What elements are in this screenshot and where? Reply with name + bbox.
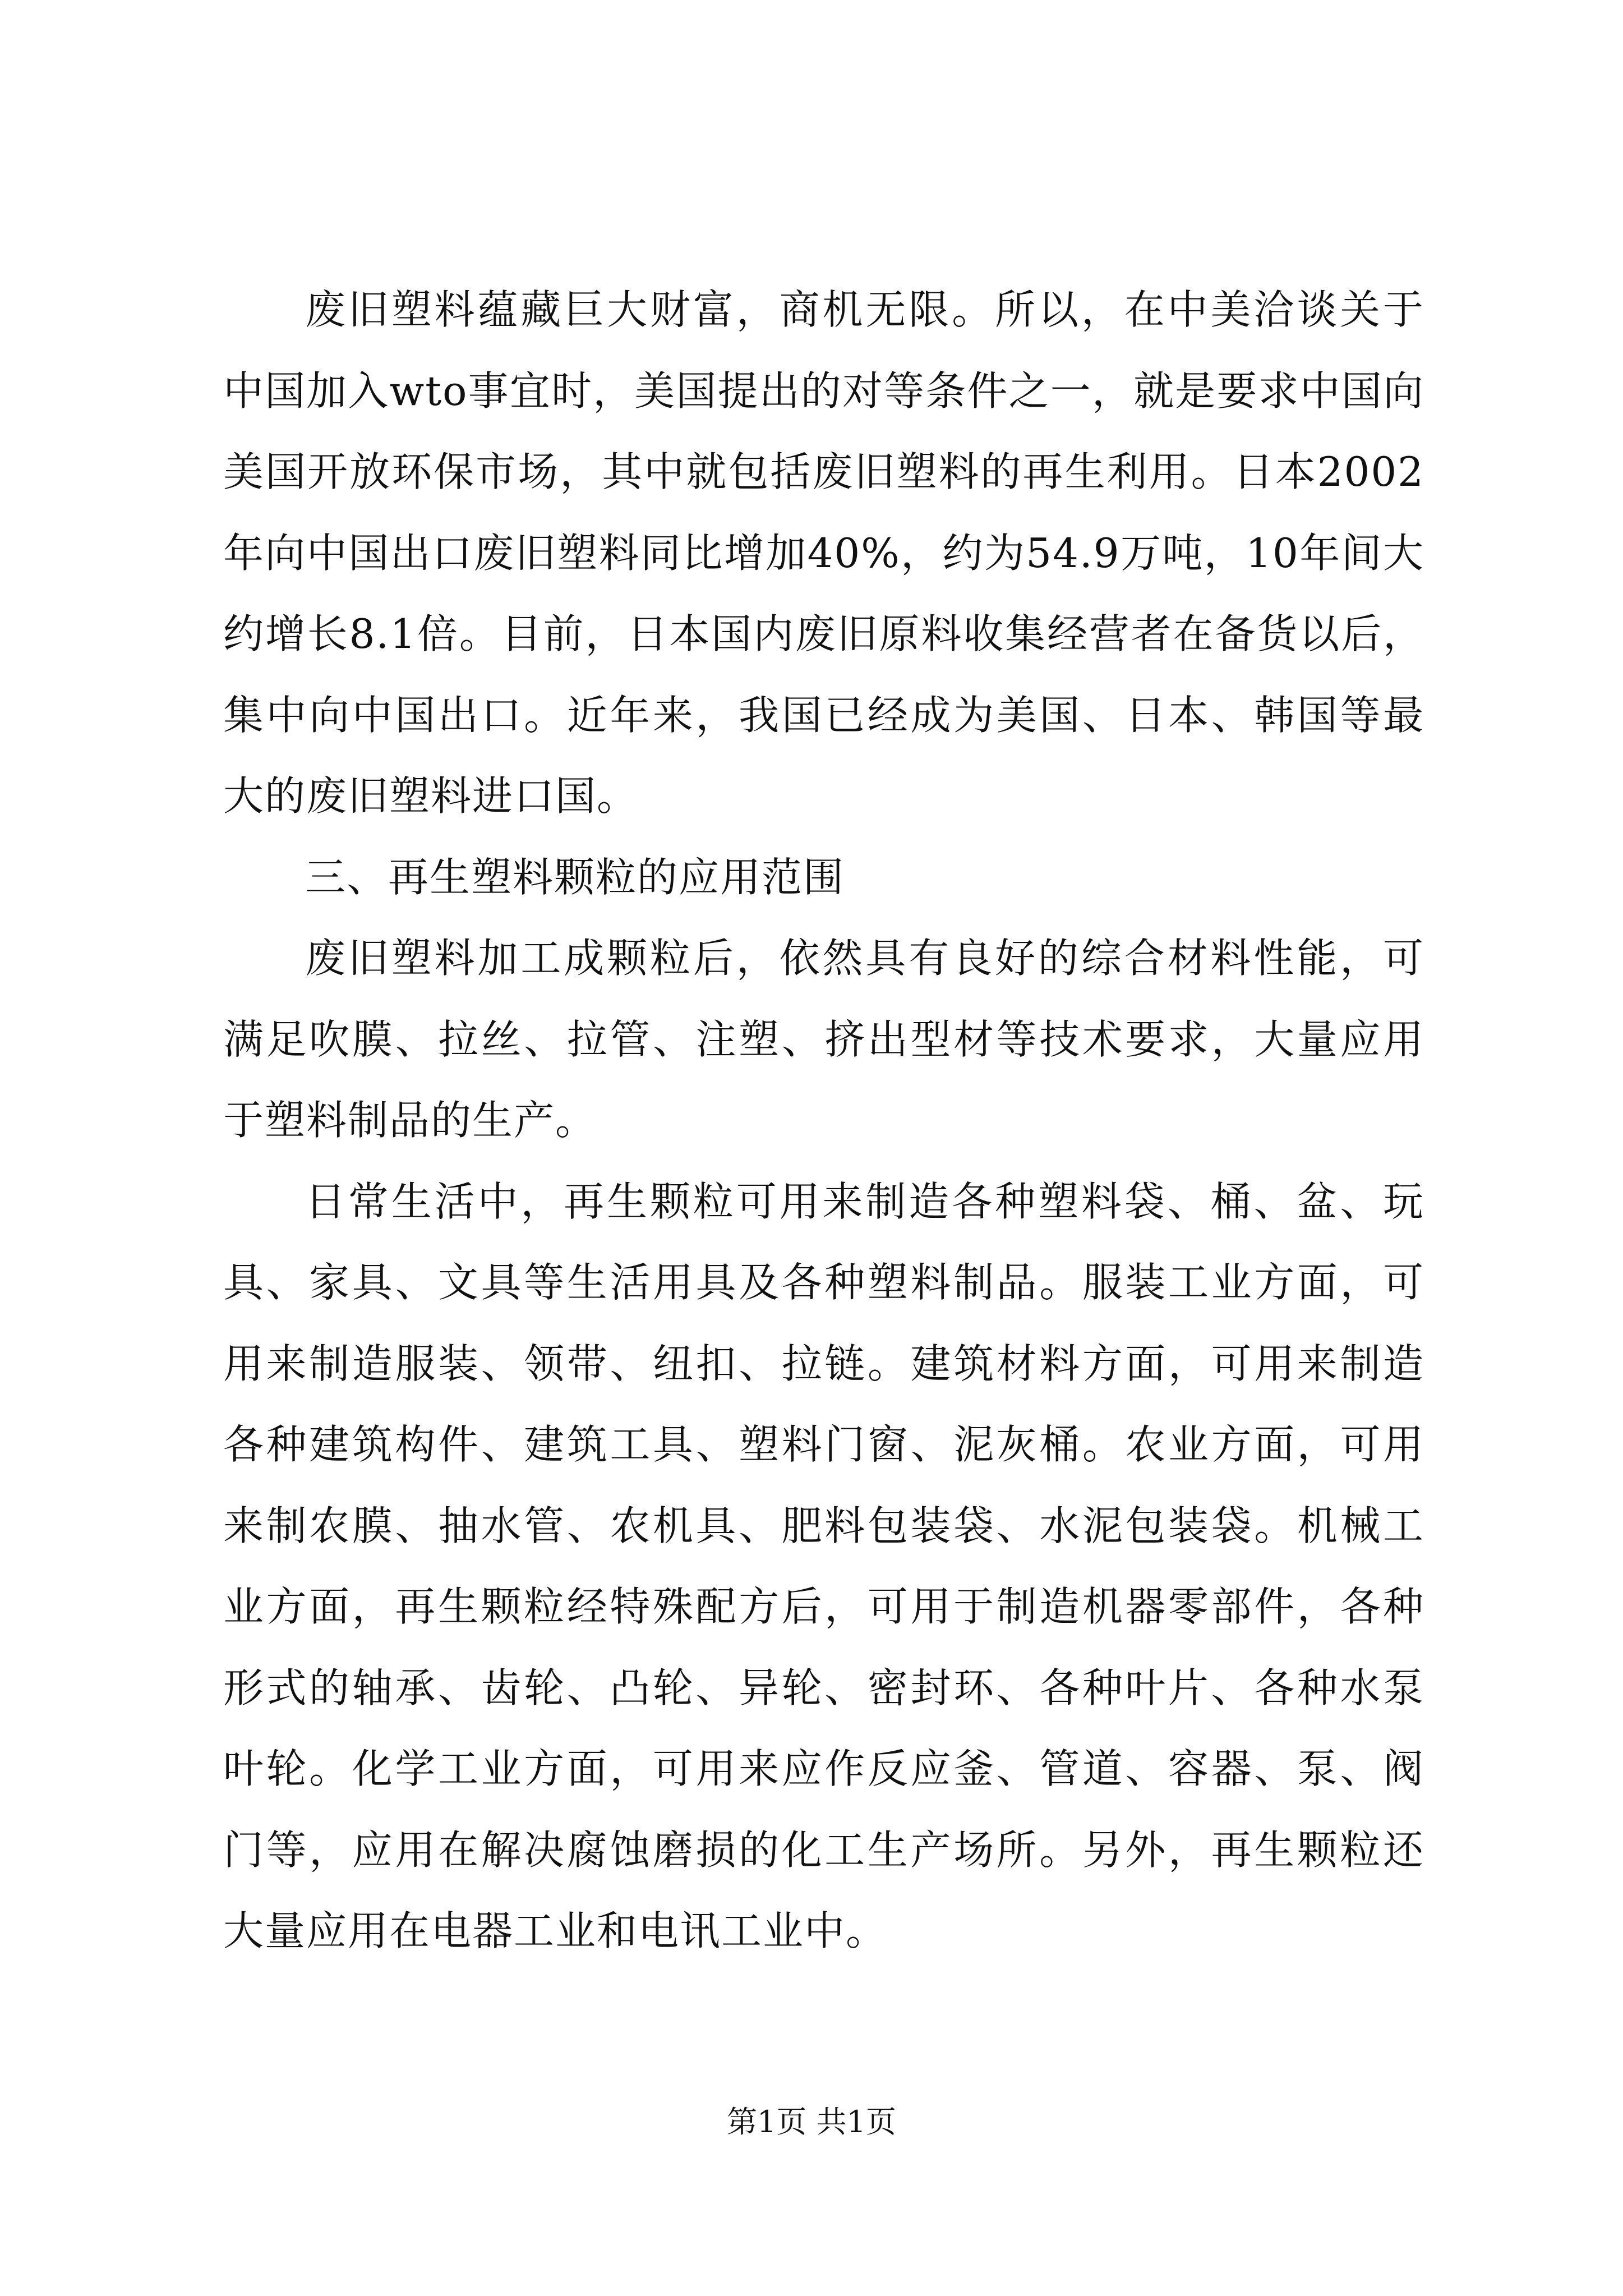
paragraph-waste-plastic-wealth: 废旧塑料蕴藏巨大财富，商机无限。所以，在中美洽谈关于中国加入wto事宜时，美国提出的对等条件之一，就是要求中国向美国开放环保市场，其中就包括废旧塑料的再生利用。日本2002年向中国出口废旧塑料同比增加40%，约为54.9万吨，10年间大约增长8.1倍。目前，日本国内废旧原料收集经营者在备货以后，集中向中国出口。近年来，我国已经成为美国、日本、韩国等最大的废旧塑料进口国。 <box>223 286 1424 820</box>
document-body <box>223 269 1424 1972</box>
page-number-footer: 第1页 共1页 <box>727 2104 896 2139</box>
paragraph-granule-performance: 废旧塑料加工成颗粒后，依然具有良好的综合材料性能，可满足吹膜、拉丝、拉管、注塑、挤出型材等技术要求，大量应用于塑料制品的生产。 <box>223 935 1424 1144</box>
paragraph-granule-uses: 日常生活中，再生颗粒可用来制造各种塑料袋、桶、盆、玩具、家具、文具等生活用具及各种塑料制品。服装工业方面，可用来制造服装、领带、纽扣、拉链。建筑材料方面，可用来制造各种建筑构件、建筑工具、塑料门窗、泥灰桶。农业方面，可用来制农膜、抽水管、农机具、肥料包装袋、水泥包装袋。机械工业方面，再生颗粒经特殊配方后，可用于制造机器零部件，各种形式的轴承、齿轮、凸轮、异轮、密封环、各种叶片、各种水泵叶轮。化学工业方面，可用来应作反应釜、管道、容器、泵、阀门等，应用在解决腐蚀磨损的化工生产场所。另外，再生颗粒还大量应用在电器工业和电讯工业中。 <box>223 1177 1424 1954</box>
section-heading-application-range: 三、再生塑料颗粒的应用范围 <box>305 853 845 901</box>
